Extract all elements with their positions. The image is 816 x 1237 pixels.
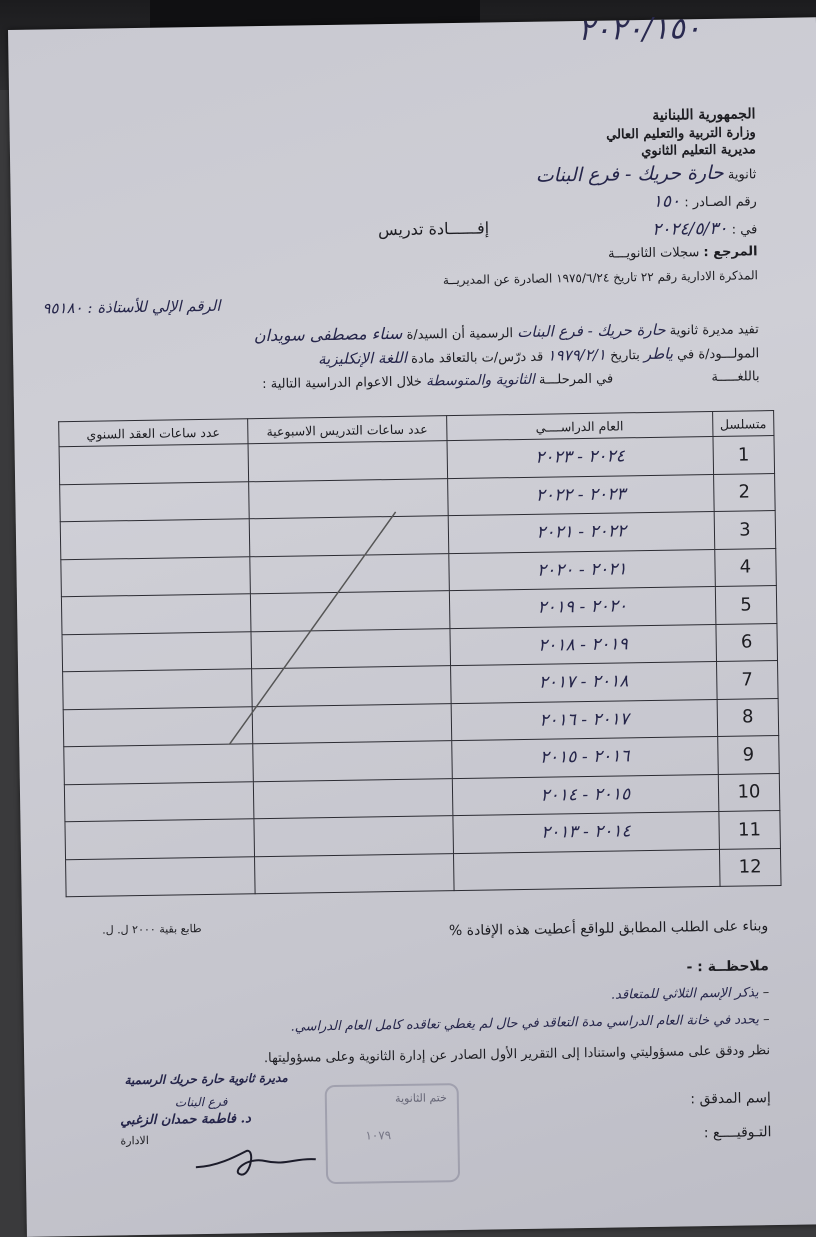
body-line3-mid: في المرحلـــة xyxy=(538,371,614,388)
year-cell: ٢٠٢٤ - ٢٠٢٣ xyxy=(447,436,714,478)
issue-number-label: رقم الصـادر : xyxy=(684,194,757,211)
weekly-hours-cell xyxy=(251,666,451,707)
note-2-text: يحدد في خانة العام الدراسي مدة التعاقد في حال لم يغطي تعاقده كامل العام الدراسي. xyxy=(290,1012,760,1035)
annual-hours-cell xyxy=(61,556,250,596)
annual-hours-cell xyxy=(63,669,252,709)
school-label: ثانوية xyxy=(727,167,757,183)
signature-label: التـوقيــــع : xyxy=(703,1124,772,1142)
serial-cell: 7 xyxy=(716,660,778,698)
annual-hours-cell xyxy=(59,444,248,484)
teaching-years-table xyxy=(58,410,781,897)
serial-cell: 9 xyxy=(717,735,779,773)
year-cell: ٢٠٢٢ - ٢٠٢١ xyxy=(448,511,715,553)
stamp-duty: طابع بقية ٢٠٠٠ ل. ل. xyxy=(102,922,202,937)
serial-cell: 3 xyxy=(714,511,776,549)
year-cell: ٢٠١٨ - ٢٠١٧ xyxy=(450,661,717,703)
body-line-2 xyxy=(318,343,759,368)
year-cell: ٢٠١٩ - ٢٠١٨ xyxy=(450,624,717,666)
school-stamp xyxy=(325,1083,461,1184)
annual-hours-cell xyxy=(61,594,250,634)
memo-line: المذكرة الادارية رقم ٢٢ تاريخ ١٩٧٥/٦/٢٤ الصادرة عن المديريــة xyxy=(442,268,759,288)
verification: نظر ودقق على مسؤوليتي واستنادا إلى التقرير الأول الصادر عن إدارة الثانوية وعلى مسؤوليتها. xyxy=(263,1043,771,1067)
body-line3-suffix: خلال الاعوام الدراسية التالية : xyxy=(262,374,422,393)
serial-cell: 2 xyxy=(713,473,775,511)
top-handwritten-reference: ٢٠٢٠/١٥٠ xyxy=(577,11,702,49)
statement: وبناء على الطلب المطابق للواقع أعطيت هذه الإفادة % xyxy=(448,918,769,940)
weekly-hours-cell xyxy=(252,741,452,782)
director-admin: الادارة xyxy=(120,1133,149,1148)
year-cell xyxy=(453,849,720,891)
note-1: – يذكر الإسم الثلاثي للمتعاقد. xyxy=(610,985,770,1003)
body-line-3 xyxy=(262,368,760,392)
handwritten-teacher-id: الرقم الإلي للأستاذة : ٩٥١٨٠ xyxy=(42,296,221,318)
date-label: في : xyxy=(731,222,758,238)
reference-value: سجلات الثانويـــة xyxy=(607,245,700,262)
reference-label: المرجع : xyxy=(703,244,758,261)
year-cell: ٢٠٢١ - ٢٠٢٠ xyxy=(449,549,716,591)
body-line2-prefix: المولـــود/ة في xyxy=(676,346,760,363)
stamp-number: ١٠٧٩ xyxy=(365,1128,392,1143)
header-weekly-hours: عدد ساعات التدريس الاسبوعية xyxy=(247,416,446,444)
teacher-name: سناء مصطفى سويدان xyxy=(253,323,403,346)
weekly-hours-cell xyxy=(254,816,454,857)
year-cell: ٢٠١٥ - ٢٠١٤ xyxy=(452,774,719,816)
subject: اللغة الإنكليزية xyxy=(317,348,408,369)
serial-cell: 1 xyxy=(713,436,775,474)
year-cell: ٢٠١٧ - ٢٠١٦ xyxy=(451,699,718,741)
school-handwritten: حارة حريك - فرع البنات xyxy=(535,161,724,187)
body-line1-prefix: تفيد مديرة ثانوية xyxy=(669,322,759,339)
annual-hours-cell xyxy=(64,744,253,784)
annual-hours-cell xyxy=(60,519,249,559)
date-line xyxy=(652,218,757,240)
directorate-line: مديرية التعليم الثانوي xyxy=(641,142,757,160)
director-name: د. فاطمة حمدان الزغبي xyxy=(120,1111,252,1129)
body-line1-mid: الرسمية أن السيد/ة xyxy=(406,326,514,343)
body-line2-mid: بتاريخ xyxy=(609,348,640,364)
birthplace: ياطر xyxy=(643,344,674,364)
header-year: العام الدراســــي xyxy=(446,411,712,440)
school-line xyxy=(536,161,757,186)
serial-cell: 12 xyxy=(719,848,781,886)
serial-cell: 8 xyxy=(717,698,779,736)
stage: الثانوية والمتوسطة xyxy=(425,371,535,390)
year-cell: ٢٠٢٣ - ٢٠٢٢ xyxy=(447,474,714,516)
annual-hours-cell xyxy=(65,819,254,859)
date-value: ٢٠٢٤/٥/٣٠ xyxy=(651,218,728,240)
annual-hours-cell xyxy=(66,856,255,896)
annual-hours-cell xyxy=(62,631,251,671)
year-cell: ٢٠١٤ - ٢٠١٣ xyxy=(453,811,720,853)
birth-date: ١٩٧٩/٢/١ xyxy=(547,345,607,365)
weekly-hours-cell xyxy=(252,703,452,744)
serial-cell: 10 xyxy=(718,773,780,811)
reference-line xyxy=(608,244,758,261)
weekly-hours-cell xyxy=(254,853,454,894)
note-1-text: يذكر الإسم الثلاثي للمتعاقد. xyxy=(610,985,759,1003)
header-serial: متسلسل xyxy=(712,411,774,437)
issue-number-line xyxy=(653,190,757,212)
body-line2-suffix: قد درّس/ت بالتعاقد مادة xyxy=(410,349,544,367)
year-cell: ٢٠٢٠ - ٢٠١٩ xyxy=(449,586,716,628)
document-page xyxy=(8,11,816,1237)
issue-number-value: ١٥٠ xyxy=(652,191,681,212)
auditor-label: إسم المدقق : xyxy=(690,1090,771,1108)
director-branch: فرع البنات xyxy=(174,1094,228,1110)
weekly-hours-cell xyxy=(248,441,448,482)
weekly-hours-cell xyxy=(251,628,451,669)
document-title: إفــــــادة تدريس xyxy=(377,218,490,240)
weekly-hours-cell xyxy=(250,591,450,632)
annual-hours-cell xyxy=(63,706,252,746)
body-line3-prefix: باللغـــــة xyxy=(711,369,760,385)
handwritten-signature xyxy=(185,1135,326,1187)
weekly-hours-cell xyxy=(253,778,453,819)
header-annual-hours: عدد ساعات العقد السنوي xyxy=(59,419,248,447)
serial-cell: 4 xyxy=(715,548,777,586)
director-school: مديرة ثانوية حارة حريك الرسمية xyxy=(124,1070,288,1088)
year-cell: ٢٠١٦ - ٢٠١٥ xyxy=(451,736,718,778)
weekly-hours-cell xyxy=(249,516,449,557)
body-school-handwritten: حارة حريك - فرع البنات xyxy=(517,320,666,342)
note-2: – يحدد في خانة العام الدراسي مدة التعاقد في حال لم يغطي تعاقده كامل العام الدراسي. xyxy=(290,1012,770,1035)
weekly-hours-cell xyxy=(248,478,448,519)
stamp-text: ختم الثانوية xyxy=(395,1091,447,1106)
serial-cell: 5 xyxy=(715,586,777,624)
serial-cell: 6 xyxy=(716,623,778,661)
republic-line: الجمهورية اللبنانية xyxy=(652,106,756,124)
notes-title: ملاحظــة : - xyxy=(686,958,769,976)
annual-hours-cell xyxy=(64,781,253,821)
annual-hours-cell xyxy=(60,481,249,521)
body-line-1 xyxy=(254,318,759,345)
serial-cell: 11 xyxy=(719,810,781,848)
weekly-hours-cell xyxy=(250,553,450,594)
ministry-line: وزارة التربية والتعليم العالي xyxy=(606,125,756,143)
